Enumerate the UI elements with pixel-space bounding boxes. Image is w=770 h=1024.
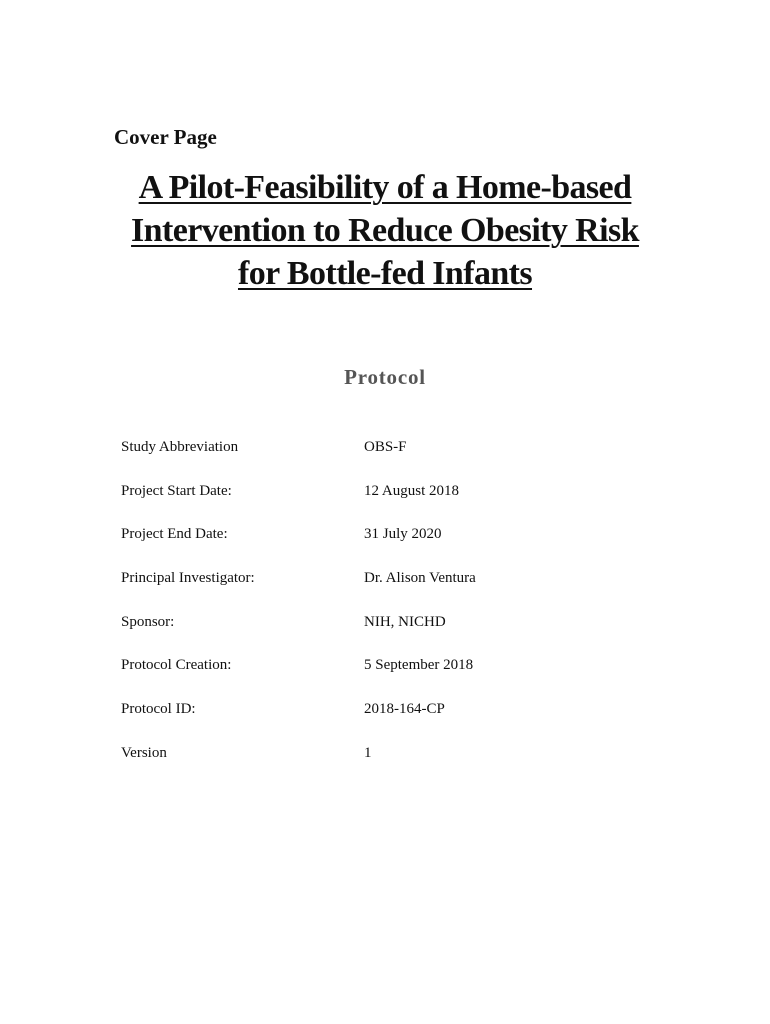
- document-subtitle: Protocol: [344, 365, 426, 389]
- field-label: Protocol Creation:: [121, 657, 232, 674]
- field-label: Version: [121, 744, 167, 761]
- protocol-info-table: [121, 436, 641, 786]
- title-line: Intervention to Reduce Obesity Risk: [131, 212, 639, 249]
- field-label: Study Abbreviation: [121, 439, 239, 455]
- field-value: 5 September 2018: [364, 657, 474, 674]
- field-label: Project End Date:: [121, 526, 228, 543]
- info-row-study-abbreviation: [121, 436, 641, 480]
- field-value: Dr. Alison Ventura: [364, 570, 476, 587]
- title-line: A Pilot-Feasibility of a Home-based: [138, 169, 632, 206]
- field-value: NIH, NICHD: [364, 613, 446, 630]
- info-row-protocol-creation: [121, 654, 641, 698]
- info-row-sponsor: [121, 611, 641, 655]
- field-value: 12 August 2018: [364, 482, 460, 499]
- info-row-principal-investigator: [121, 567, 641, 611]
- info-row-project-end-date: [121, 523, 641, 567]
- field-label: Sponsor:: [121, 613, 175, 630]
- field-value: 2018-164-CP: [364, 701, 445, 718]
- cover-page-label: Cover Page: [114, 125, 217, 149]
- field-label: Protocol ID:: [121, 701, 196, 718]
- field-label: Principal Investigator:: [121, 570, 255, 587]
- document-title: [85, 166, 685, 295]
- field-value: 1: [364, 744, 372, 761]
- field-label: Project Start Date:: [121, 482, 232, 499]
- info-row-protocol-id: [121, 698, 641, 742]
- info-row-project-start-date: [121, 480, 641, 524]
- title-line: for Bottle-fed Infants: [237, 255, 533, 292]
- info-row-version: [121, 742, 641, 786]
- field-value: 31 July 2020: [364, 526, 442, 543]
- field-value: OBS-F: [364, 439, 407, 455]
